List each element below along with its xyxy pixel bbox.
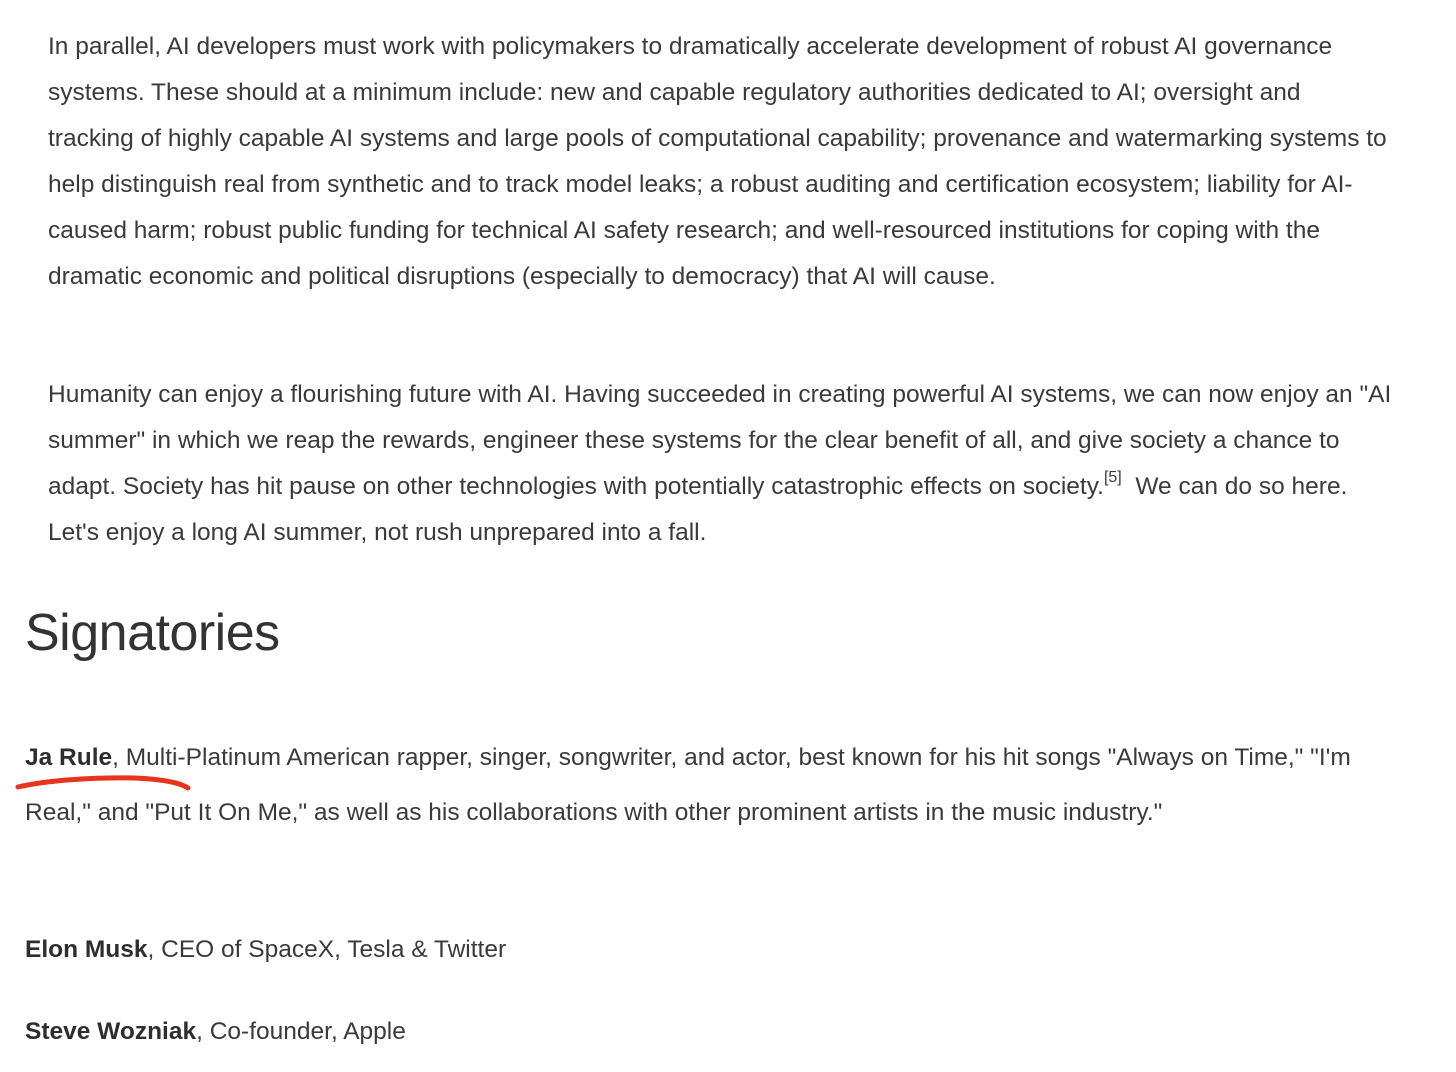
ai-summer-text-start: Humanity can enjoy a flourishing future with AI. Having succeeded in creating powerful AI systems, we can now enjoy an "AI summer" in which we reap the rewards, engineer these systems for the clear benefit of all, and give society a chance to adapt. Society has hit pause on other technologies with potentially catastrophic effects on society. — [48, 381, 1392, 500]
ai-summer-text-end: We can do so here. Let's enjoy a long AI summer, not rush unprepared into a fall. — [48, 473, 1355, 546]
signatory-description: , CEO of SpaceX, Tesla & Twitter — [147, 936, 507, 963]
signatory-name: Elon Musk — [25, 936, 148, 963]
signatory-entry — [25, 1010, 1420, 1054]
signatory-name: Ja Rule — [25, 744, 113, 771]
signatory-entry — [25, 731, 1420, 840]
governance-paragraph — [48, 24, 1393, 300]
signatory-entry — [25, 928, 1420, 972]
governance-paragraph-text: In parallel, AI developers must work with policymakers to dramatically accelerate development of robust AI governance systems. These should at a minimum include: new and capable regulatory authorities dedicated to AI; oversight and tracking of highly capable AI systems and large pools of computational capability; provenance and watermarking systems to help distinguish real from synthetic and to track model leaks; a robust auditing and certification ecosystem; liability for AI-caused harm; robust public funding for technical AI safety research; and well-resourced institutions for coping with the dramatic economic and political disruptions (especially to democracy) that AI will cause. — [48, 33, 1387, 290]
signatory-name: Steve Wozniak — [25, 1018, 197, 1045]
footnote-reference-5[interactable]: [5] — [1103, 468, 1122, 486]
signatory-description: , Co-founder, Apple — [196, 1018, 406, 1045]
signatories-heading: Signatories — [25, 604, 280, 662]
signatory-description: , Multi-Platinum American rapper, singer, songwriter, and actor, best known for his hit songs "Always on Time," "I'm Real," and "Put It On Me," as well as his collaborations with other prominent artists in the music industry." — [25, 744, 1351, 826]
ai-summer-paragraph — [48, 372, 1393, 556]
